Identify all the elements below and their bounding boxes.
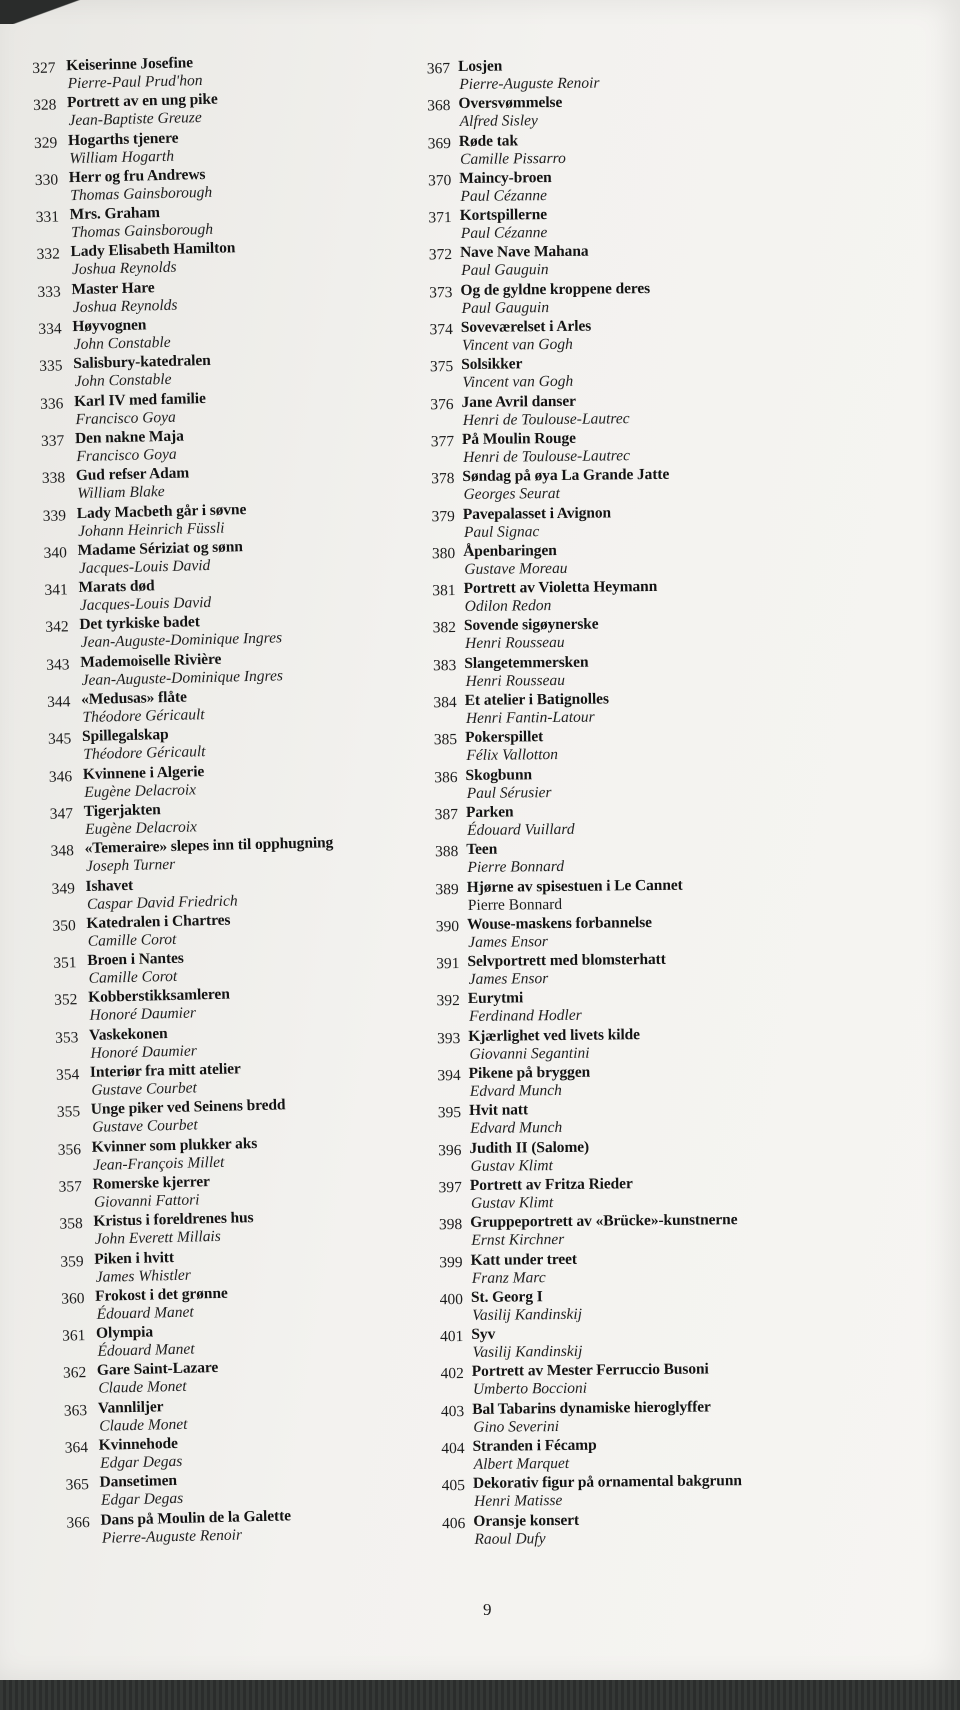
entry-number: 367 <box>426 60 451 78</box>
artwork-title: Gud refser Adam <box>75 464 190 485</box>
artwork-title: Kvinner som plukker aks <box>91 1134 258 1156</box>
artist-name: Paul Cézanne <box>460 224 548 243</box>
entry-number: 334 <box>38 320 62 339</box>
artwork-title: Dekorativ figur på ornamental bakgrunn <box>472 1472 742 1493</box>
catalog-entry <box>431 464 902 506</box>
artwork-title: Karl IV med familie <box>73 389 206 410</box>
artist-name: Vincent van Gogh <box>461 335 573 355</box>
catalog-entry <box>440 1396 912 1438</box>
entry-number: 362 <box>62 1364 87 1383</box>
artwork-title: Eurytmi <box>467 989 524 1008</box>
entry-number: 386 <box>434 768 458 786</box>
artist-name: Henri Rousseau <box>465 634 565 653</box>
entry-number: 394 <box>437 1067 461 1085</box>
entry-number: 378 <box>431 470 455 488</box>
catalog-entry <box>439 1247 910 1289</box>
artwork-title: Hogarths tjenere <box>67 129 179 149</box>
catalog-entry <box>440 1321 911 1363</box>
artist-name: Francisco Goya <box>76 445 177 466</box>
artwork-title: Skogbunn <box>465 765 533 784</box>
artist-name: Odilon Redon <box>464 597 552 616</box>
artist-name: Edgar Degas <box>100 1490 184 1510</box>
artist-name: Edgar Degas <box>99 1452 183 1472</box>
catalog-entry <box>433 725 905 767</box>
artist-name: Camille Pissarro <box>459 149 566 168</box>
catalog-entry <box>432 576 903 618</box>
artwork-title: Hjørne av spisestuen i Le Cannet <box>466 876 683 896</box>
artwork-title: «Temeraire» slepes inn til opphugning <box>84 834 334 858</box>
entry-number: 341 <box>44 581 68 600</box>
artist-name: Alfred Sisley <box>459 112 538 131</box>
entry-number: 399 <box>439 1253 463 1271</box>
catalog-entry <box>435 874 907 916</box>
entry-number: 333 <box>37 283 61 301</box>
artist-name: Honoré Daumier <box>89 1004 197 1025</box>
entry-number: 377 <box>430 433 455 451</box>
artist-name: Albert Marquet <box>473 1454 570 1473</box>
entry-number: 397 <box>438 1178 462 1197</box>
entry-number: 370 <box>427 171 452 190</box>
artist-name: Jean-Baptiste Greuze <box>68 109 202 130</box>
entry-number: 398 <box>438 1216 463 1234</box>
entry-number: 393 <box>436 1029 461 1047</box>
artist-name: Paul Sérusier <box>466 783 552 802</box>
artwork-title: Spillegalskap <box>81 726 169 746</box>
catalog-entry <box>437 1098 909 1140</box>
artist-name: Pierre-Paul Prud'hon <box>67 71 203 93</box>
catalog-entry <box>433 687 905 729</box>
artist-name: Johann Heinrich Füssli <box>77 519 225 540</box>
entry-number: 359 <box>60 1252 84 1271</box>
artist-name: Jean-Auguste-Dominique Ingres <box>81 667 284 689</box>
artist-name: William Hogarth <box>69 147 175 167</box>
catalog-entry <box>442 1508 913 1550</box>
artwork-title: Vannliljer <box>97 1397 164 1417</box>
entry-number: 340 <box>43 544 68 562</box>
artwork-title: Syv <box>471 1325 496 1344</box>
artist-name: Gustav Klimt <box>470 1156 553 1175</box>
artwork-title: Lady Elisabeth Hamilton <box>70 239 236 261</box>
artwork-title: Master Hare <box>71 278 155 298</box>
entry-number: 392 <box>436 992 460 1010</box>
artist-name: Ferdinand Hodler <box>468 1007 582 1026</box>
artwork-title: Piken i hvitt <box>94 1248 175 1268</box>
artist-name: Henri de Toulouse-Lautrec <box>463 447 631 466</box>
catalog-entry <box>439 1284 911 1326</box>
artwork-title: Herr og fru Andrews <box>68 165 206 187</box>
artist-name: Gino Severini <box>473 1417 560 1436</box>
artist-name: John Constable <box>73 333 171 354</box>
catalog-entry <box>427 91 898 133</box>
artist-name: Camille Corot <box>88 967 178 988</box>
entry-number: 347 <box>49 805 74 823</box>
entry-number: 406 <box>442 1514 466 1532</box>
artist-name: Édouard Manet <box>96 1303 194 1323</box>
artist-name: Giovanni Fattori <box>93 1191 200 1211</box>
entry-number: 343 <box>46 656 70 674</box>
entry-number: 356 <box>57 1140 82 1159</box>
entry-number: 391 <box>436 955 460 973</box>
artwork-title: Mademoiselle Rivière <box>80 650 222 671</box>
entry-number: 382 <box>432 619 457 637</box>
artwork-title: Katt under treet <box>470 1250 577 1269</box>
entry-number: 352 <box>54 991 78 1010</box>
catalog-entry <box>428 240 900 282</box>
artwork-title: Portrett av en ung pike <box>66 90 218 112</box>
entry-number: 403 <box>440 1402 465 1420</box>
entry-number: 372 <box>428 246 453 264</box>
artwork-title: Frokost i det grønne <box>94 1284 228 1305</box>
artwork-title: Tigerjakten <box>83 801 161 820</box>
artwork-title: Bal Tabarins dynamiske hieroglyffer <box>472 1398 711 1418</box>
catalog-entry <box>429 352 901 394</box>
entry-number: 373 <box>429 283 453 302</box>
artwork-title: Unge piker ved Seinens bredd <box>90 1096 286 1119</box>
entry-number: 332 <box>36 245 61 264</box>
artwork-title: Portrett av Fritza Rieder <box>469 1175 633 1194</box>
artist-name: Vincent van Gogh <box>462 373 574 392</box>
entry-number: 400 <box>439 1290 464 1309</box>
artist-name: Caspar David Friedrich <box>86 891 238 913</box>
artwork-title: Nave Nave Mahana <box>459 243 589 262</box>
artwork-title: Olympia <box>95 1323 154 1342</box>
artwork-title: Røde tak <box>458 131 519 150</box>
artwork-title: Gare Saint-Lazare <box>96 1359 219 1380</box>
entry-number: 383 <box>433 656 457 675</box>
artwork-title: Selvportrett med blomsterhatt <box>467 950 666 971</box>
artwork-title: Mrs. Graham <box>69 204 161 224</box>
artist-name: Vasilij Kandinskij <box>472 1305 583 1324</box>
artwork-title: Kristus i foreldrenes hus <box>93 1209 254 1231</box>
artwork-title: Keiserinne Josefine <box>65 54 194 75</box>
entry-number: 348 <box>50 842 75 861</box>
artist-name: William Blake <box>77 483 165 503</box>
artwork-title: Maincy-broen <box>459 168 552 187</box>
catalog-entry <box>435 911 907 953</box>
catalog-entry <box>429 277 900 319</box>
artwork-title: Pavepalasset i Avignon <box>462 503 612 523</box>
catalog-entry <box>438 1210 910 1252</box>
entry-number: 374 <box>429 321 453 339</box>
artwork-title: Oransje konsert <box>473 1511 580 1530</box>
artwork-title: Det tyrkiske badet <box>79 613 201 634</box>
entry-number: 327 <box>32 59 56 77</box>
artist-name: Joshua Reynolds <box>71 259 177 279</box>
entry-number: 405 <box>441 1477 466 1495</box>
artist-name: Thomas Gainsborough <box>70 183 213 205</box>
artist-name: James Whistler <box>95 1266 192 1286</box>
artwork-title: Kjærlighet ved livets kilde <box>468 1025 640 1045</box>
catalog-entry <box>429 314 901 356</box>
artwork-title: Et atelier i Batignolles <box>464 690 609 710</box>
artist-name: Pierre Bonnard <box>467 895 563 914</box>
artist-name: Giovanni Segantini <box>469 1044 590 1063</box>
entry-number: 379 <box>431 507 455 525</box>
artwork-title: Sovende sigøynerske <box>463 616 599 635</box>
artist-name: Paul Gauguin <box>461 261 549 280</box>
artist-name: Ernst Kirchner <box>471 1231 565 1250</box>
entry-number: 349 <box>51 879 76 898</box>
catalog-entry <box>434 762 905 804</box>
artist-name: Claude Monet <box>98 1378 187 1398</box>
artist-name: Gustave Courbet <box>91 1079 197 1099</box>
entry-number: 346 <box>48 767 73 786</box>
artwork-title: Lady Macbeth går i søvne <box>76 500 247 522</box>
artist-name: Jean-François Millet <box>92 1153 225 1174</box>
artist-name: Jacques-Louis David <box>79 594 212 615</box>
artist-name: Joseph Turner <box>85 856 176 876</box>
artist-name: Pierre-Auguste Renoir <box>101 1526 243 1547</box>
catalog-entry <box>440 1359 912 1401</box>
entry-number: 401 <box>440 1328 464 1346</box>
catalog-entry <box>436 948 907 990</box>
artist-name: Camille Corot <box>87 930 177 950</box>
artist-name: Umberto Boccioni <box>472 1380 588 1399</box>
artwork-title: Dansetimen <box>99 1472 178 1492</box>
catalog-entry <box>438 1172 910 1214</box>
artist-name: Franz Marc <box>471 1268 546 1287</box>
artist-name: Édouard Vuillard <box>466 820 575 839</box>
artwork-title: Solsikker <box>461 355 523 374</box>
catalog-entry <box>427 128 899 170</box>
artwork-title: Pikene på bryggen <box>468 1063 591 1082</box>
artwork-title: St. Georg I <box>470 1287 543 1306</box>
entry-number: 337 <box>40 432 65 450</box>
catalog-entry <box>430 426 902 468</box>
artwork-title: På Moulin Rouge <box>461 429 576 448</box>
artist-name: Claude Monet <box>99 1415 188 1435</box>
entry-number: 336 <box>39 395 64 413</box>
artist-name: Théodore Géricault <box>82 706 205 727</box>
catalog-entry <box>428 203 900 245</box>
artist-name: Vasilij Kandinskij <box>472 1342 583 1362</box>
artist-name: Pierre-Auguste Renoir <box>459 74 600 93</box>
artist-name: Pierre Bonnard <box>467 858 565 877</box>
artwork-title: Romerske kjerrer <box>92 1173 211 1193</box>
entry-number: 388 <box>434 843 459 861</box>
entry-number: 389 <box>435 880 459 898</box>
artwork-title: Oversvømmelse <box>458 94 563 113</box>
left-column-list <box>32 48 507 1550</box>
catalog-entry <box>441 1433 912 1475</box>
entry-number: 335 <box>39 357 63 376</box>
artist-name: Henri de Toulouse-Lautrec <box>462 409 630 429</box>
artwork-title: «Medusas» flåte <box>80 688 188 709</box>
artist-name: Georges Seurat <box>463 485 560 504</box>
artwork-title: Interiør fra mitt atelier <box>89 1060 241 1081</box>
artwork-title: Madame Sériziat og sønn <box>77 538 243 559</box>
entry-number: 369 <box>427 134 451 152</box>
artist-name: Gustave Courbet <box>92 1116 198 1137</box>
artist-name: Jean-Auguste-Dominique Ingres <box>80 629 283 652</box>
entry-number: 365 <box>65 1476 90 1494</box>
artist-name: Thomas Gainsborough <box>70 220 214 242</box>
artist-name: Joshua Reynolds <box>72 296 178 316</box>
entry-number: 331 <box>35 208 60 227</box>
artist-name: Honoré Daumier <box>90 1042 197 1062</box>
catalog-entry <box>433 650 904 692</box>
entry-number: 402 <box>440 1365 464 1383</box>
entry-number: 361 <box>61 1327 86 1345</box>
artwork-title: Judith II (Salome) <box>469 1138 590 1157</box>
catalog-entry <box>432 613 904 655</box>
entry-number: 350 <box>52 917 76 935</box>
artist-name: Félix Vallotton <box>466 746 559 765</box>
entry-number: 329 <box>33 134 58 152</box>
artwork-title: Pokerspillet <box>465 728 544 747</box>
artist-name: Eugène Delacroix <box>84 780 197 801</box>
catalog-entry <box>430 389 902 431</box>
entry-number: 404 <box>441 1439 465 1458</box>
artwork-title: Soveværelset i Arles <box>460 317 592 337</box>
dark-background-corner <box>0 0 90 24</box>
catalog-entry <box>431 501 903 543</box>
artwork-title: Ishavet <box>85 876 134 895</box>
artist-name: Paul Signac <box>463 522 540 541</box>
entry-number: 339 <box>42 506 67 525</box>
catalog-entry <box>438 1135 909 1177</box>
entry-number: 342 <box>45 618 69 637</box>
entry-number: 368 <box>427 97 451 115</box>
catalog-entry <box>434 799 906 841</box>
artwork-title: Kvinnene i Algerie <box>82 762 205 783</box>
entry-number: 344 <box>46 693 71 711</box>
artist-name: John Constable <box>74 371 172 391</box>
artist-name: Jacques-Louis David <box>78 556 211 577</box>
entry-number: 366 <box>66 1513 90 1532</box>
background-surface <box>0 1680 960 1710</box>
artwork-title: Wouse-maskens forbannelse <box>466 913 652 933</box>
artwork-title: Katedralen i Chartres <box>86 911 231 932</box>
catalog-entry <box>427 165 899 207</box>
artwork-title: Kortspillerne <box>459 206 548 225</box>
artwork-title: Kobberstikksamleren <box>87 986 230 1007</box>
artist-name: Eugène Delacroix <box>84 818 198 838</box>
artwork-title: Slangetemmersken <box>464 653 589 672</box>
artist-name: Paul Cézanne <box>460 186 548 205</box>
artwork-title: Stranden i Fécamp <box>472 1436 597 1455</box>
entry-number: 345 <box>47 730 72 749</box>
entry-number: 353 <box>54 1028 79 1047</box>
entry-number: 338 <box>41 469 66 488</box>
entry-number: 371 <box>428 209 452 227</box>
page-number: 9 <box>483 1600 492 1619</box>
entry-number: 387 <box>434 805 459 824</box>
artwork-title: Portrett av Violetta Heymann <box>463 578 658 598</box>
artist-name: Francisco Goya <box>75 408 176 428</box>
artwork-title: Losjen <box>458 57 503 75</box>
entry-number: 380 <box>431 544 456 563</box>
entry-number: 364 <box>64 1439 89 1457</box>
entry-number: 330 <box>34 171 59 189</box>
artist-name: Gustav Klimt <box>470 1193 554 1212</box>
entry-number: 355 <box>56 1103 81 1122</box>
entry-number: 357 <box>58 1178 83 1196</box>
artwork-title: Høyvognen <box>72 316 147 336</box>
entry-number: 354 <box>55 1066 80 1084</box>
entry-number: 395 <box>437 1104 462 1122</box>
entry-number: 385 <box>433 731 458 749</box>
catalog-entry <box>437 1060 909 1102</box>
artist-name: Paul Gauguin <box>461 298 550 317</box>
artist-name: Henri Matisse <box>474 1492 563 1511</box>
entry-number: 390 <box>435 917 460 936</box>
right-column-list <box>426 53 914 1549</box>
artwork-title: Portrett av Mester Ferruccio Busoni <box>471 1360 709 1381</box>
artist-name: Théodore Géricault <box>83 743 206 764</box>
artist-name: Raoul Dufy <box>474 1529 546 1548</box>
entry-number: 363 <box>63 1401 88 1420</box>
artist-name: Edvard Munch <box>469 1081 562 1100</box>
catalog-entry <box>436 986 908 1028</box>
entry-number: 396 <box>438 1141 462 1159</box>
artwork-title: Marats død <box>78 577 155 597</box>
artwork-title: Hvit natt <box>468 1101 529 1120</box>
artwork-title: Vaskekonen <box>88 1024 168 1044</box>
artwork-title: Parken <box>465 803 514 821</box>
entry-number: 381 <box>432 582 456 600</box>
artist-name: James Ensor <box>468 970 549 989</box>
artist-name: Édouard Manet <box>97 1340 195 1360</box>
artwork-title: Søndag på øya La Grande Jatte <box>462 466 670 486</box>
artwork-title: Dans på Moulin de la Galette <box>100 1506 292 1529</box>
entry-number: 358 <box>59 1215 83 1233</box>
artist-name: Edvard Munch <box>470 1119 563 1138</box>
artist-name: Henri Rousseau <box>465 671 566 690</box>
artwork-title: Salisbury-katedralen <box>73 352 211 373</box>
artist-name: James Ensor <box>468 932 549 951</box>
catalog-entry <box>431 538 903 580</box>
artwork-title: Broen i Nantes <box>87 949 184 970</box>
artwork-title: Jane Avril danser <box>461 392 576 411</box>
artist-name: John Everett Millais <box>94 1228 222 1249</box>
catalog-entry <box>441 1471 913 1513</box>
entry-number: 375 <box>429 358 454 376</box>
entry-number: 328 <box>32 96 57 115</box>
catalog-entry <box>426 53 898 95</box>
artwork-title: Kvinnehode <box>98 1434 178 1454</box>
artwork-title: Teen <box>466 840 498 859</box>
artist-name: Henri Fantin-Latour <box>465 708 595 727</box>
artwork-title: Gruppeportrett av «Brücke»-kunstnerne <box>470 1211 738 1232</box>
artwork-title: Den nakne Maja <box>74 427 184 448</box>
artist-name: Gustave Moreau <box>464 559 568 578</box>
artwork-title: Og de gyldne kroppene deres <box>460 279 651 299</box>
entry-number: 376 <box>430 395 454 413</box>
artwork-title: Åpenbaringen <box>463 541 557 560</box>
catalog-entry <box>436 1023 908 1065</box>
entry-number: 360 <box>61 1289 85 1308</box>
entry-number: 384 <box>433 694 457 712</box>
entry-number: 351 <box>53 954 77 972</box>
catalog-entry <box>434 837 906 879</box>
